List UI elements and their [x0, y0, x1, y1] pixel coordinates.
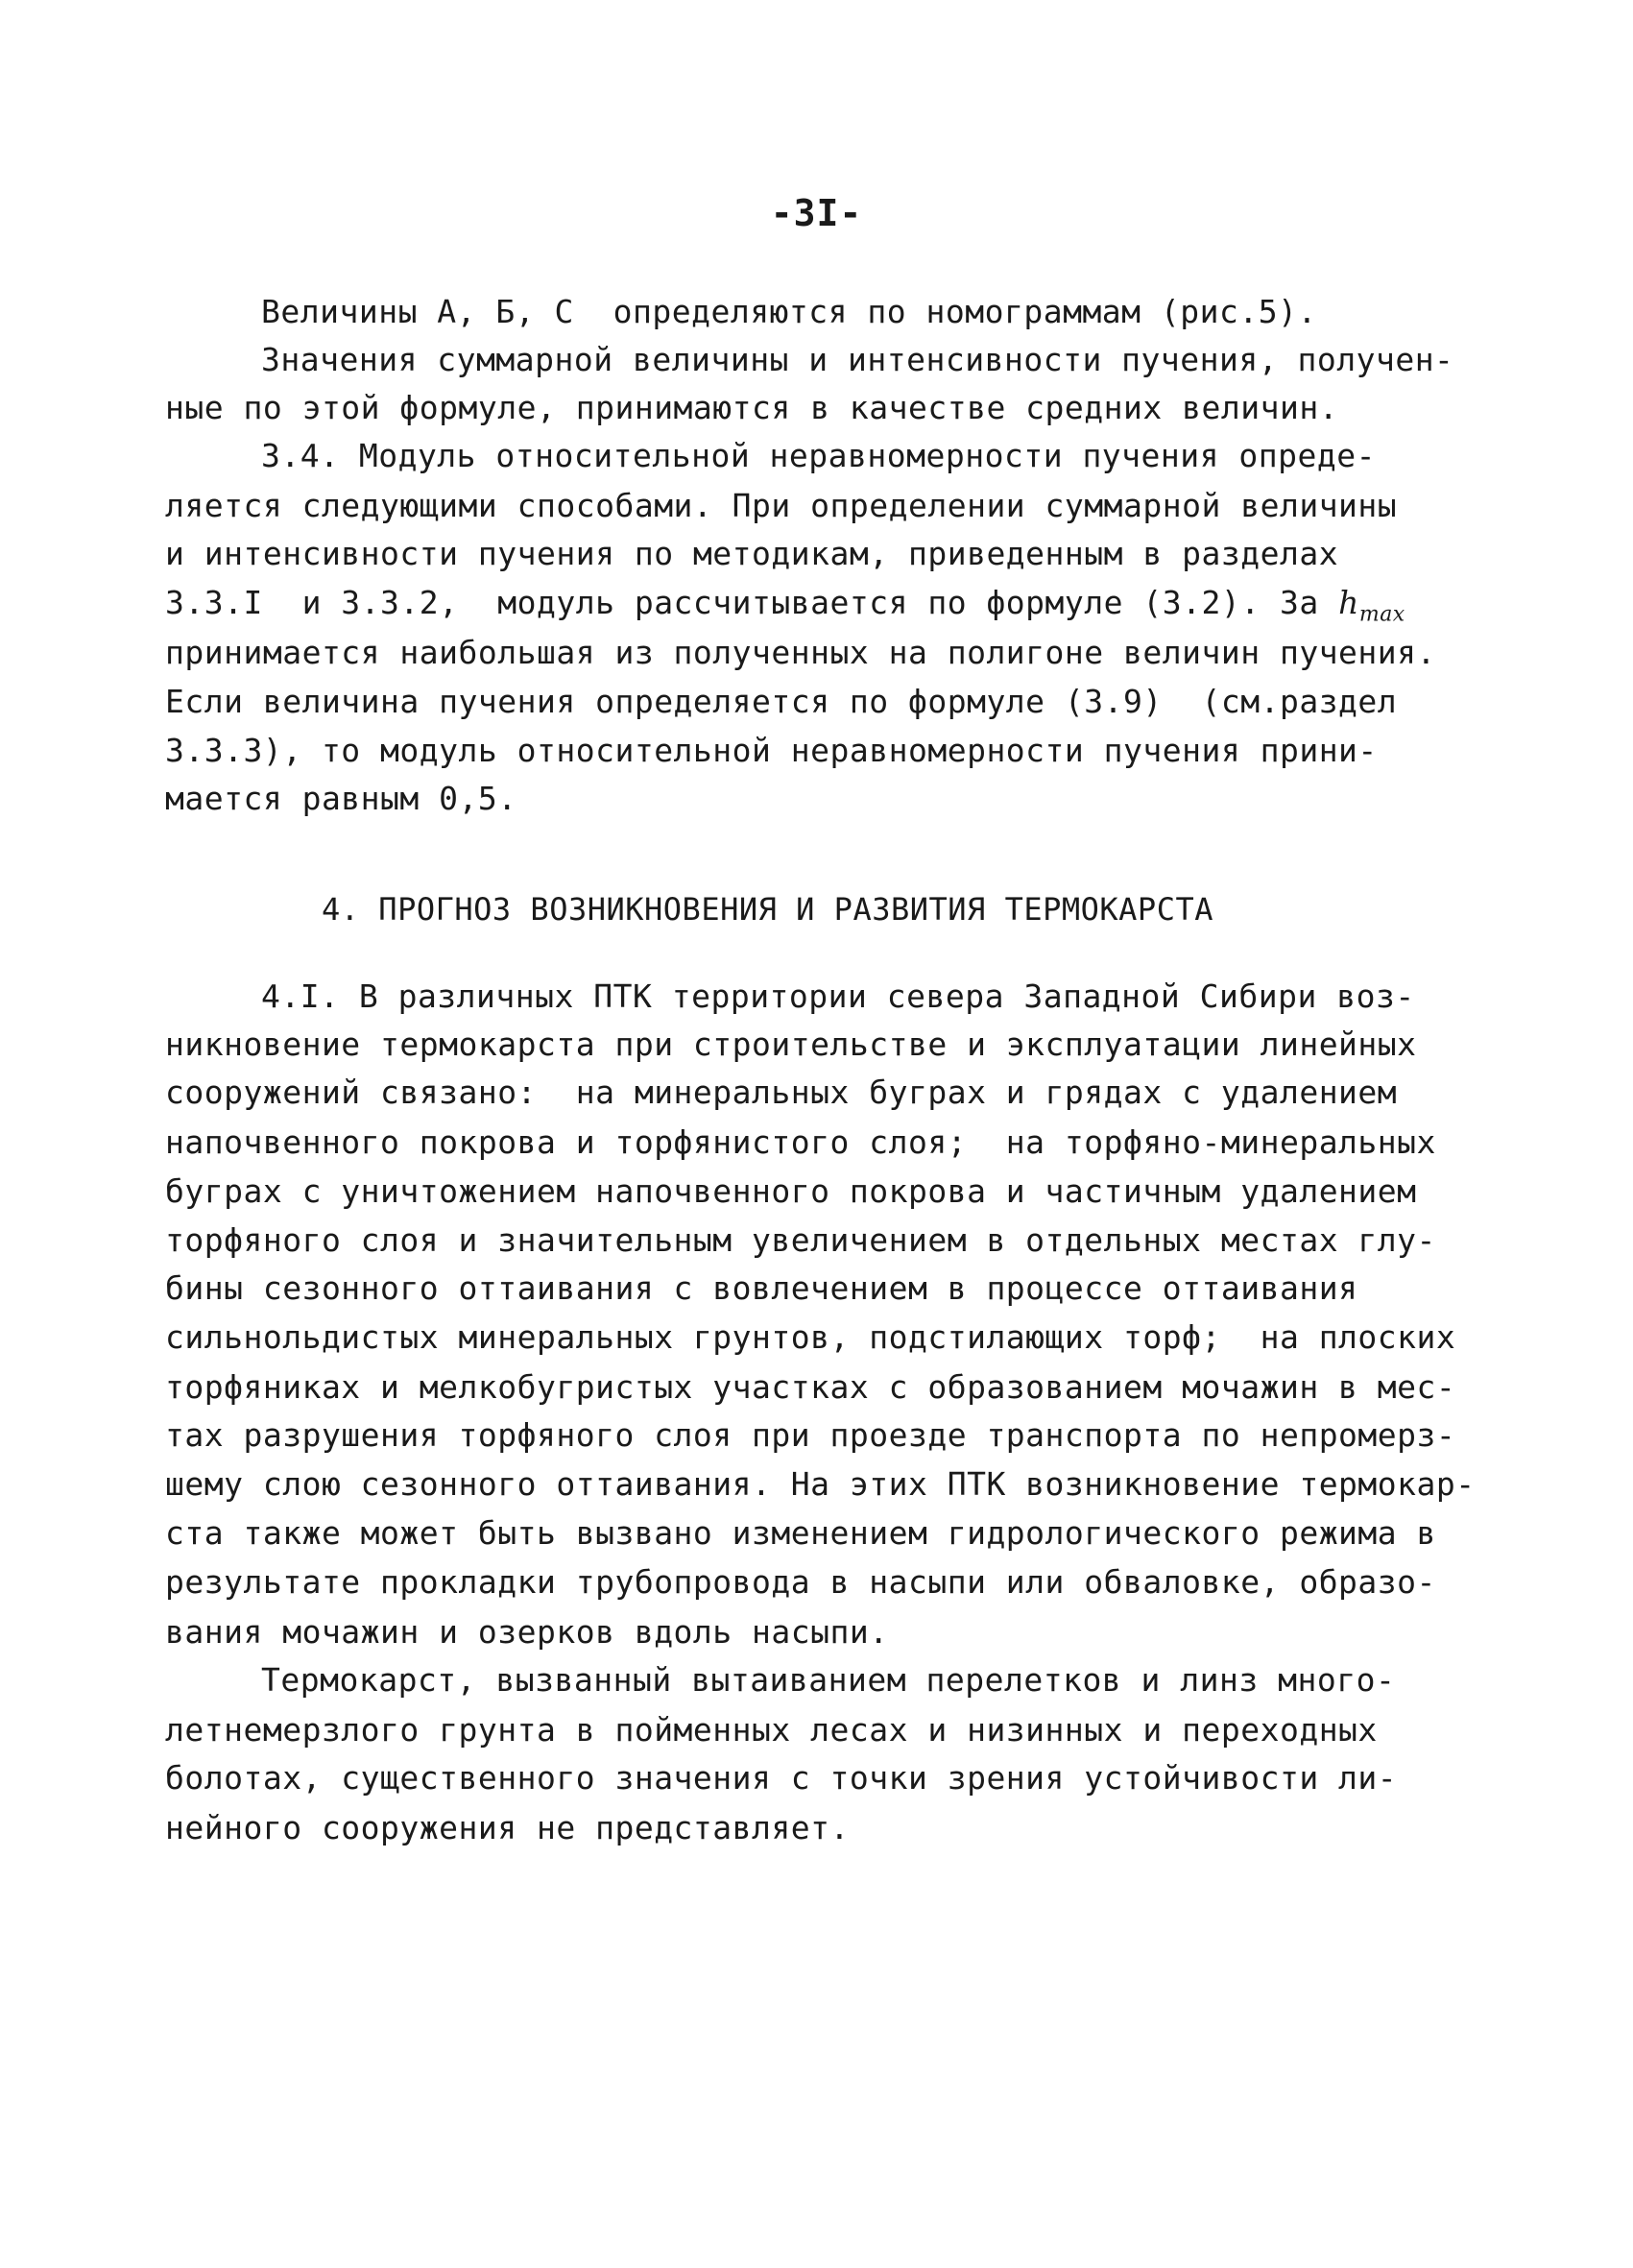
- paragraph-line: сильнольдистых минеральных грунтов, подстилающих торф; на плоских: [165, 1318, 1456, 1356]
- paragraph-line: сооружений связано: на минеральных буграх и грядах с удалением: [165, 1074, 1398, 1111]
- paragraph-line: вания мочажин и озерков вдоль насыпи.: [165, 1613, 889, 1651]
- paragraph-line: торфяного слоя и значительным увеличением в отдельных местах глу-: [165, 1221, 1436, 1259]
- paragraph-line: 4.I. В различных ПТК территории севера Западной Сибири воз-: [261, 977, 1415, 1015]
- paragraph-line: и интенсивности пучения по методикам, приведенным в разделах: [165, 535, 1339, 572]
- paragraph-line: 3.3.3), то модуль относительной неравномерности пучения прини-: [165, 732, 1378, 769]
- paragraph-line: Величины А, Б, С определяются по номограммам (рис.5).: [261, 293, 1317, 330]
- paragraph-line: принимается наибольшая из полученных на полигоне величин пучения.: [165, 634, 1436, 671]
- page-number: -3I-: [770, 192, 863, 234]
- paragraph-line: напочвенного покрова и торфянистого слоя; на торфяно-минеральных: [165, 1123, 1436, 1161]
- paragraph-line: результате прокладки трубопровода в насыпи или обваловке, образо-: [165, 1563, 1436, 1601]
- math-symbol: h: [1338, 584, 1359, 621]
- paragraph-line: летнемерзлого грунта в пойменных лесах и низинных и переходных: [165, 1711, 1378, 1749]
- paragraph-line-text: 3.3.I и 3.3.2, модуль рассчитывается по формуле (3.2). За: [165, 584, 1339, 621]
- paragraph-line: бины сезонного оттаивания с вовлечением в процессе оттаивания: [165, 1269, 1358, 1307]
- paragraph-line: нейного сооружения не представляет.: [165, 1809, 850, 1846]
- paragraph-line: шему слою сезонного оттаивания. На этих ПТК возникновение термокар-: [165, 1465, 1476, 1503]
- paragraph-line: ляется следующими способами. При определении суммарной величины: [165, 487, 1398, 524]
- paragraph-line: Значения суммарной величины и интенсивности пучения, получен-: [261, 341, 1454, 378]
- paragraph-line: торфяниках и мелкобугристых участках с образованием мочажин в мес-: [165, 1368, 1456, 1406]
- paragraph-line: [165, 584, 1405, 635]
- paragraph-line: ста также может быть вызвано изменением гидрологического режима в: [165, 1514, 1436, 1552]
- h-max-formula: [1338, 584, 1405, 627]
- paragraph-line: мается равным 0,5.: [165, 780, 517, 817]
- paragraph-line: тах разрушения торфяного слоя при проезде транспорта по непромерз-: [165, 1416, 1456, 1454]
- paragraph-line: ные по этой формуле, принимаются в качестве средних величин.: [165, 389, 1339, 426]
- paragraph-line: никновение термокарста при строительстве и эксплуатации линейных: [165, 1025, 1417, 1063]
- math-subscript: max: [1358, 602, 1405, 627]
- paragraph-line: болотах, существенного значения с точки зрения устойчивости ли-: [165, 1759, 1398, 1797]
- paragraph-line: Термокарст, вызванный вытаиванием перелетков и линз много-: [261, 1661, 1396, 1699]
- paragraph-line: буграх с уничтожением напочвенного покрова и частичным удалением: [165, 1172, 1417, 1210]
- paragraph-line: 3.4. Модуль относительной неравномерности пучения опреде-: [261, 437, 1376, 474]
- paragraph-line: Если величина пучения определяется по формуле (3.9) (см.раздел: [165, 683, 1398, 720]
- section-heading: 4. ПРОГНОЗ ВОЗНИКНОВЕНИЯ И РАЗВИТИЯ ТЕРМОКАРСТА: [322, 891, 1213, 928]
